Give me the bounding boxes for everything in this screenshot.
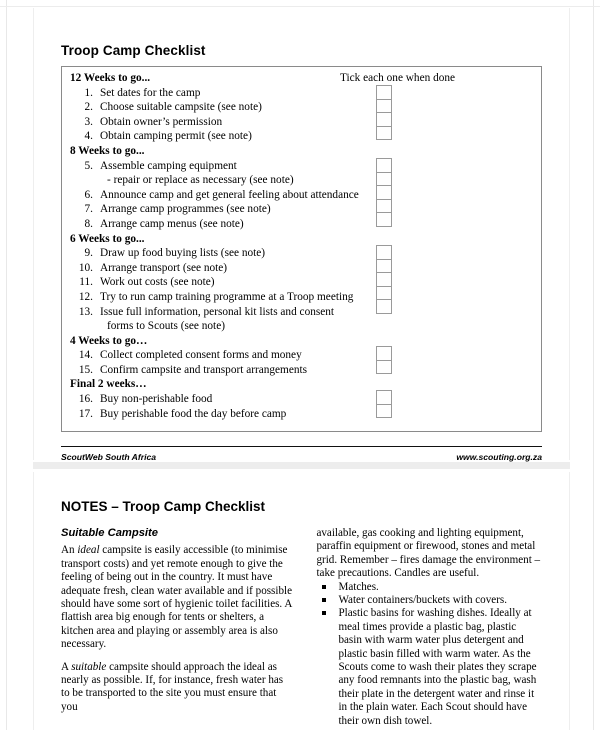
- paragraph-text-lead: A: [61, 660, 72, 673]
- checklist-item: [62, 129, 541, 144]
- checklist-group-heading: 4 Weeks to go…: [70, 334, 148, 347]
- notes-paragraph-ideal: [61, 544, 294, 651]
- item-number: 15.: [78, 363, 93, 376]
- frame-border-right: [593, 0, 594, 730]
- square-bullet-icon: [322, 585, 326, 589]
- item-text: Obtain camping permit (see note): [100, 130, 252, 143]
- item-number: 7.: [84, 203, 93, 216]
- notes-left-column: [61, 527, 294, 728]
- item-number: 14.: [78, 349, 93, 362]
- item-text: Arrange camp programmes (see note): [100, 203, 271, 216]
- notes-columns: [61, 527, 542, 728]
- checkbox-group-6-weeks: [376, 246, 392, 314]
- checklist-group-heading: 12 Weeks to go...: [70, 72, 151, 84]
- frame-border-left: [6, 0, 7, 730]
- notes-paragraph-suitable: [61, 661, 294, 715]
- checklist-item: [62, 275, 541, 290]
- checkbox-15[interactable]: [376, 360, 392, 375]
- list-item-text: Matches.: [338, 580, 379, 593]
- checkbox-group-final-2-weeks: [376, 391, 392, 418]
- list-item: [316, 581, 542, 594]
- square-bullet-icon: [322, 611, 326, 615]
- item-text: Collect completed consent forms and money: [100, 349, 302, 362]
- document-page-1: [33, 8, 570, 463]
- checklist-group-heading: 8 Weeks to go...: [70, 144, 145, 157]
- checklist-item: [62, 159, 541, 174]
- checkbox-10[interactable]: [376, 259, 392, 274]
- item-text: Choose suitable campsite (see note): [100, 101, 262, 114]
- item-text: Buy non-perishable food: [100, 393, 213, 406]
- item-number: 9.: [84, 247, 93, 260]
- checkbox-17[interactable]: [376, 404, 392, 419]
- item-text: Obtain owner’s permission: [100, 115, 223, 128]
- checklist-item: [62, 188, 541, 203]
- checklist-item: [62, 407, 541, 422]
- checkbox-6[interactable]: [376, 185, 392, 200]
- item-number: 13.: [78, 305, 93, 318]
- checklist-group-heading: Final 2 weeks…: [70, 378, 147, 391]
- checkbox-5[interactable]: [376, 158, 392, 173]
- notes-sub-heading: Suitable Campsite: [61, 527, 158, 539]
- item-number: 4.: [84, 130, 93, 143]
- paragraph-text-body: campsite should approach the ideal as nearly as possible. If, for instance, fresh water has to be transported to the site you must ensure that you: [61, 660, 284, 713]
- item-number: 5.: [84, 159, 93, 172]
- frame-border-top: [0, 6, 600, 7]
- checklist-item: [62, 115, 541, 130]
- checklist-item: [62, 217, 541, 232]
- checklist-item: [62, 261, 541, 276]
- notes-bullet-list: [316, 581, 542, 728]
- checklist-item-continuation: forms to Scouts (see note): [107, 320, 225, 333]
- checkbox-5b[interactable]: [376, 172, 392, 187]
- checklist-item: [62, 86, 541, 101]
- item-text: Assemble camping equipment: [100, 159, 237, 172]
- checkbox-4[interactable]: [376, 126, 392, 141]
- page-title: Troop Camp Checklist: [61, 43, 206, 58]
- item-text: Arrange transport (see note): [100, 261, 228, 274]
- checklist-table: [61, 66, 542, 432]
- item-text: Buy perishable food the day before camp: [100, 407, 287, 420]
- footer-website[interactable]: www.scouting.org.za: [456, 452, 542, 463]
- checklist-item: [62, 363, 541, 378]
- item-text: Set dates for the camp: [100, 86, 201, 99]
- item-number: 17.: [78, 407, 93, 420]
- emphasis-suitable: suitable: [71, 660, 107, 673]
- checklist-item: [62, 100, 541, 115]
- item-text: Try to run camp training programme at a Troop meeting: [100, 290, 354, 303]
- item-number: 10.: [78, 261, 93, 274]
- checkbox-11[interactable]: [376, 272, 392, 287]
- item-number: 12.: [78, 290, 93, 303]
- item-text: Arrange camp menus (see note): [100, 217, 244, 230]
- footer-organisation: ScoutWeb South Africa: [61, 452, 157, 463]
- checklist-group-heading: 6 Weeks to go...: [70, 232, 145, 245]
- page-footer: [61, 447, 542, 462]
- checkbox-group-12-weeks: [376, 86, 392, 140]
- notes-right-column: [316, 527, 542, 728]
- checkbox-group-4-weeks: [376, 347, 392, 374]
- checkbox-2[interactable]: [376, 99, 392, 114]
- checkbox-group-8-weeks: [376, 159, 392, 227]
- checklist-item: [62, 392, 541, 407]
- item-text: Confirm campsite and transport arrangements: [100, 363, 308, 376]
- square-bullet-icon: [322, 598, 326, 602]
- checkbox-7[interactable]: [376, 199, 392, 214]
- checklist-item: [62, 305, 541, 320]
- checklist-item-subline: - repair or replace as necessary (see note): [107, 174, 294, 187]
- tick-column-header: Tick each one when done: [340, 72, 456, 84]
- checklist-item: [62, 202, 541, 217]
- checkbox-16[interactable]: [376, 390, 392, 405]
- list-item-text: Water containers/buckets with covers.: [338, 594, 507, 607]
- checkbox-1[interactable]: [376, 85, 392, 100]
- emphasis-ideal: ideal: [77, 544, 100, 557]
- item-number: 8.: [84, 217, 93, 230]
- paragraph-text-body: campsite is easily accessible (to minimise transport costs) and yet remote enough to give the feeling of being out in the country. It must have adequate fresh, clean water available and if possible should have some sort of hygienic toilet facilities. A flattish area big enough for tents or shelters, a kitchen area and playing or assembly area is also necessary.: [61, 544, 293, 651]
- notes-continued-paragraph: available, gas cooking and lighting equipment, paraffin equipment or firewood, stones and metal grid. Remember – fires damage the environment – take precautions. Candles are useful.: [316, 527, 541, 580]
- page-separator: [33, 462, 570, 469]
- checklist-item: [62, 246, 541, 261]
- item-text: Issue full information, personal kit lists and consent: [100, 305, 335, 318]
- item-number: 6.: [84, 188, 93, 201]
- checklist-item: [62, 348, 541, 363]
- list-item-text: Plastic basins for washing dishes. Ideally at meal times provide a plastic bag, plastic basin with warm water plus detergent and plastic basin filled with warm water. As the Scouts come to wash their plates they scrape any food remnants into the plastic bag, wash their plate in the detergent water and rinse it in the plain water. Each Scout should have their own dish towel.: [338, 607, 537, 727]
- checkbox-12[interactable]: [376, 286, 392, 301]
- paragraph-text-lead: An: [61, 544, 78, 557]
- item-number: 16.: [78, 393, 93, 406]
- checkbox-8[interactable]: [376, 212, 392, 227]
- list-item: [316, 607, 542, 728]
- item-number: 3.: [84, 115, 93, 128]
- checkbox-3[interactable]: [376, 112, 392, 127]
- item-text: Draw up food buying lists (see note): [100, 247, 266, 260]
- item-number: 2.: [84, 101, 93, 114]
- item-text: Work out costs (see note): [100, 276, 215, 289]
- item-text: Announce camp and get general feeling about attendance: [100, 188, 359, 201]
- notes-page-title: NOTES – Troop Camp Checklist: [61, 499, 266, 514]
- list-item: [316, 594, 542, 607]
- item-number: 1.: [84, 86, 93, 99]
- checklist-item: [62, 290, 541, 305]
- checkbox-14[interactable]: [376, 346, 392, 361]
- document-page-2: [33, 472, 570, 730]
- item-number: 11.: [79, 276, 93, 289]
- checkbox-13[interactable]: [376, 299, 392, 314]
- checkbox-9[interactable]: [376, 245, 392, 260]
